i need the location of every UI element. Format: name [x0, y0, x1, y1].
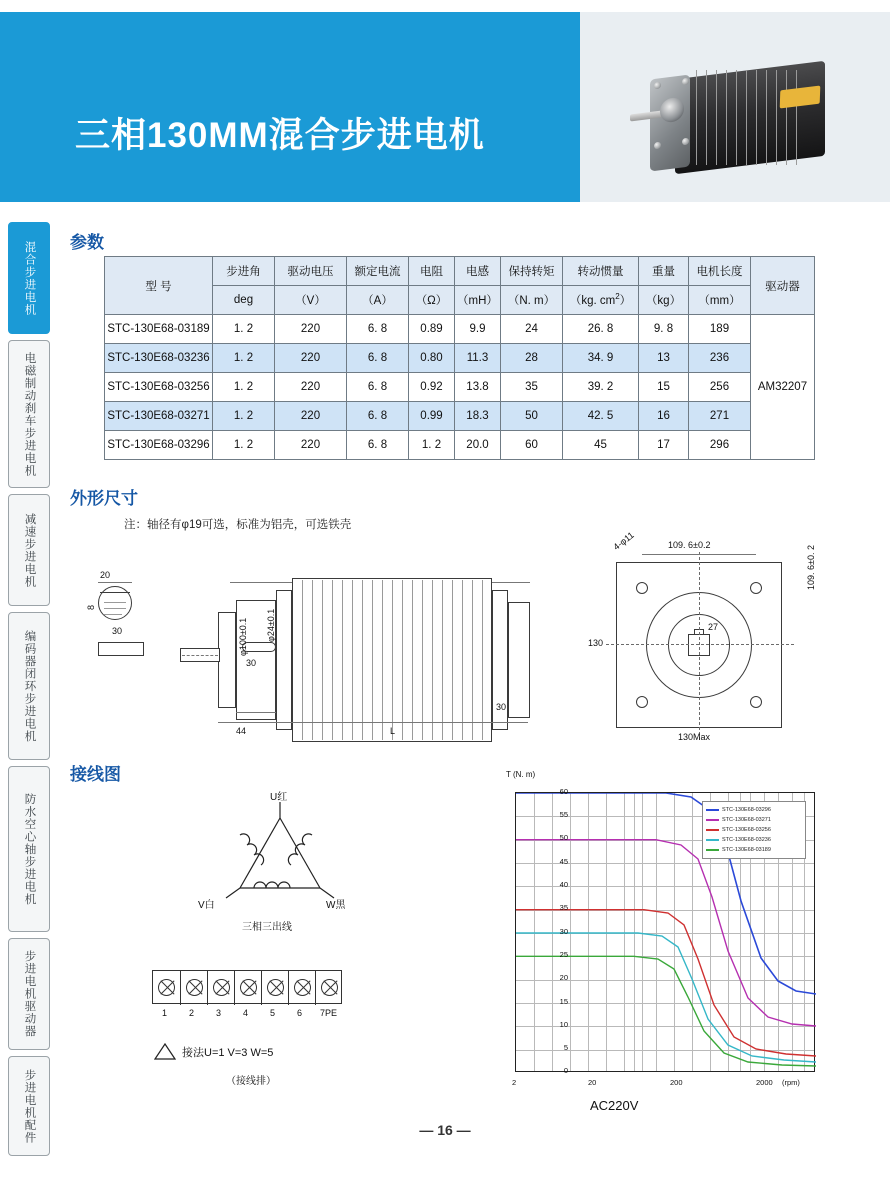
cell-angle: 1. 2: [213, 373, 275, 402]
th-weight: 重量: [639, 257, 689, 286]
terminal-number: 2: [189, 1008, 195, 1018]
label-pcd-v: 109. 6±0. 2: [806, 545, 816, 590]
cell-angle: 1. 2: [213, 344, 275, 373]
sidebar-item-label: 减速步进电机: [23, 512, 36, 588]
terminal-number: 7PE: [320, 1008, 338, 1018]
flange-step: [276, 590, 292, 730]
mounting-hole: [636, 696, 648, 708]
sidebar-item-hybrid-stepper[interactable]: [8, 222, 50, 334]
cell-current: 6. 8: [347, 344, 409, 373]
legend-item: [706, 835, 802, 844]
legend-item: [706, 825, 802, 834]
table-row: [105, 431, 815, 460]
shaft-hatch: [104, 608, 126, 609]
y-tick: 50: [559, 833, 568, 842]
table-row: [105, 373, 815, 402]
outline-note: 注：轴径有φ19可选，标准为铝壳，可选铁壳: [124, 519, 352, 531]
sidebar-item-stepper-driver[interactable]: [8, 938, 50, 1050]
legend-item: [706, 845, 802, 854]
terminal-cell[interactable]: [207, 971, 234, 1005]
th-resistance: 电阻: [409, 257, 455, 286]
x-tick: 200: [670, 1078, 683, 1087]
sidebar-item-label: 电磁制动刹车步进电机: [23, 351, 36, 477]
cell-current: 6. 8: [347, 315, 409, 344]
y-tick: 40: [559, 880, 568, 889]
chart-caption: AC220V: [590, 1098, 639, 1113]
label-w-phase: W黑: [326, 900, 346, 911]
terminal-block: [152, 970, 342, 1004]
cell-resistance: 0.80: [409, 344, 455, 373]
terminal-screw-icon: [186, 979, 203, 996]
cell-torque: 50: [501, 402, 563, 431]
body-fins: [294, 580, 490, 740]
wiring-diagram: [130, 780, 440, 1100]
th-holding-torque: 保持转矩: [501, 257, 563, 286]
legend-swatch: [706, 809, 719, 811]
cell-torque: 35: [501, 373, 563, 402]
y-tick: 15: [559, 997, 568, 1006]
sidebar-item-geared-stepper[interactable]: [8, 494, 50, 606]
cell-inertia: 26. 8: [563, 315, 639, 344]
cell-length: 296: [689, 431, 751, 460]
unit-length: （mm）: [689, 286, 751, 315]
front-view-centerline-h: [606, 644, 794, 645]
cell-inductance: 11.3: [455, 344, 501, 373]
y-tick: 30: [559, 927, 568, 936]
table-row: [105, 402, 815, 431]
torque-speed-chart: [460, 766, 870, 1121]
sidebar-item-label: 步进电机配件: [23, 1068, 36, 1144]
th-rated-current: 额定电流: [347, 257, 409, 286]
cell-voltage: 220: [275, 431, 347, 460]
y-tick: 10: [559, 1020, 568, 1029]
legend-swatch: [706, 819, 719, 821]
cell-length: 236: [689, 344, 751, 373]
cell-resistance: 1. 2: [409, 431, 455, 460]
sidebar-item-waterproof-hollow-shaft[interactable]: [8, 766, 50, 932]
label-square: 130: [588, 638, 604, 648]
terminal-screw-icon: [267, 979, 284, 996]
cell-resistance: 0.89: [409, 315, 455, 344]
legend-label: STC-130E68-03236: [722, 836, 771, 843]
cell-inductance: 9.9: [455, 315, 501, 344]
unit-inertia: （kg. $cm^2$）: [563, 286, 639, 315]
table-row: [105, 344, 815, 373]
legend-swatch: [706, 839, 719, 841]
unit-current: （A）: [347, 286, 409, 315]
x-tick: 20: [588, 1078, 597, 1087]
sidebar-item-accessories[interactable]: [8, 1056, 50, 1156]
x-tick: 2000: [756, 1078, 773, 1087]
cell-weight: 16: [639, 402, 689, 431]
mounting-hole: [750, 696, 762, 708]
unit-torque: （N. m）: [501, 286, 563, 315]
y-tick: 5: [563, 1043, 568, 1052]
sidebar-item-label: 步进电机驱动器: [23, 950, 36, 1038]
label-hole-note: 4-φ11: [611, 529, 636, 553]
label-key-length: 30: [112, 626, 123, 636]
label-square-max: 130Max: [678, 732, 711, 742]
th-inertia: 转动惯量: [563, 257, 639, 286]
cell-inductance: 13.8: [455, 373, 501, 402]
sidebar-item-closed-loop-stepper[interactable]: [8, 612, 50, 760]
cell-length: 256: [689, 373, 751, 402]
terminal-number: 3: [216, 1008, 222, 1018]
label-front-len: 30: [246, 658, 257, 668]
cell-angle: 1. 2: [213, 402, 275, 431]
cell-angle: 1. 2: [213, 315, 275, 344]
th-step-angle: 步进角: [213, 257, 275, 286]
cell-length: 271: [689, 402, 751, 431]
cell-inertia: 42. 5: [563, 402, 639, 431]
label-v-phase: V白: [198, 900, 215, 911]
table-header-row: [105, 257, 815, 286]
header-blue-band: [0, 12, 580, 202]
mounting-hole: [636, 582, 648, 594]
y-tick: 35: [559, 903, 568, 912]
cell-inductance: 18.3: [455, 402, 501, 431]
chart-y-axis-label: T (N. m): [506, 770, 536, 779]
label-total-len: L: [390, 726, 396, 736]
cell-length: 189: [689, 315, 751, 344]
legend-item: [706, 805, 802, 814]
cell-weight: 15: [639, 373, 689, 402]
mounting-hole: [750, 582, 762, 594]
dim-line-pcd: [642, 554, 756, 555]
cell-torque: 24: [501, 315, 563, 344]
legend-item: [706, 815, 802, 824]
th-model: 型 号: [105, 257, 213, 315]
label-keyway: 27: [708, 622, 719, 632]
cell-angle: 1. 2: [213, 431, 275, 460]
dim-line-base: [218, 722, 292, 723]
label-shaft-dia: φ24±0.1: [266, 608, 276, 642]
cell-voltage: 220: [275, 315, 347, 344]
delta-winding-svg: [170, 802, 390, 927]
dim-line-total: [292, 722, 528, 723]
x-tick: 2: [512, 1078, 517, 1087]
y-tick: 0: [563, 1066, 568, 1075]
label-shaft-flat-height: 8: [86, 604, 96, 610]
terminal-cell[interactable]: [315, 971, 342, 1005]
cell-inertia: 39. 2: [563, 373, 639, 402]
legend-label: STC-130E68-03296: [722, 806, 771, 813]
unit-step-angle: deg: [213, 286, 275, 315]
cell-current: 6. 8: [347, 373, 409, 402]
terminal-cell[interactable]: [234, 971, 261, 1005]
unit-weight: （kg）: [639, 286, 689, 315]
outline-drawings: [60, 530, 870, 745]
label-pilot-dia: φ100±0.1: [238, 617, 248, 656]
rear-end-cap: [218, 612, 236, 708]
table-row: [105, 315, 815, 344]
th-inductance: 电感: [455, 257, 501, 286]
unit-voltage: （V）: [275, 286, 347, 315]
cell-resistance: 0.99: [409, 402, 455, 431]
cell-model: STC-130E68-03271: [105, 402, 213, 431]
chart-legend: [702, 801, 806, 859]
y-tick: 45: [559, 857, 568, 866]
shaft-hatch: [104, 602, 126, 603]
terminal-number: 6: [297, 1008, 303, 1018]
cell-model: STC-130E68-03236: [105, 344, 213, 373]
legend-label: STC-130E68-03271: [722, 816, 771, 823]
terminal-number: 5: [270, 1008, 276, 1018]
warning-triangle-icon: [154, 1042, 176, 1060]
unit-inductance: （mH）: [455, 286, 501, 315]
label-base-len: 44: [236, 726, 247, 736]
terminal-cell[interactable]: [261, 971, 288, 1005]
sidebar-tabs[interactable]: [8, 222, 50, 1162]
th-motor-length: 电机长度: [689, 257, 751, 286]
label-three-phase: 三相三出线: [242, 922, 292, 933]
shaft-flat-line: [100, 592, 130, 593]
terminal-number: 4: [243, 1008, 249, 1018]
legend-label: STC-130E68-03256: [722, 826, 771, 833]
terminal-cell[interactable]: [153, 971, 180, 1005]
shaft-hatch: [104, 614, 122, 615]
th-driver: 驱动器: [751, 257, 815, 315]
front-view-centerline-v: [699, 552, 700, 740]
terminal-screw-icon: [240, 979, 257, 996]
page-header: [0, 12, 890, 202]
page-title: 三相130MM混合步进电机: [75, 116, 485, 155]
cell-weight: 17: [639, 431, 689, 460]
sidebar-item-label: 防水空心轴步进电机: [23, 792, 36, 906]
dim-line-front: [236, 712, 276, 713]
label-shaft-flat-width: 20: [100, 570, 111, 580]
legend-swatch: [706, 849, 719, 851]
section-title-outline: 外形尺寸: [70, 489, 138, 508]
y-tick: 60: [559, 787, 568, 796]
cell-torque: 60: [501, 431, 563, 460]
sidebar-item-label: 混合步进电机: [23, 240, 36, 316]
dim-line-flat: [98, 582, 132, 583]
y-tick: 25: [559, 950, 568, 959]
cell-torque: 28: [501, 344, 563, 373]
sidebar-item-label: 编码器闭环步进电机: [23, 629, 36, 743]
cell-current: 6. 8: [347, 402, 409, 431]
cell-driver: AM32207: [751, 315, 815, 460]
shaft-centerline: [182, 655, 218, 656]
label-rear-len: 30: [496, 702, 507, 712]
parameter-table: [104, 256, 815, 460]
cell-resistance: 0.92: [409, 373, 455, 402]
terminal-screw-icon: [213, 979, 230, 996]
cell-inertia: 34. 9: [563, 344, 639, 373]
legend-label: STC-130E68-03189: [722, 846, 771, 853]
y-tick: 20: [559, 973, 568, 982]
rear-cover: [508, 602, 530, 718]
cell-model: STC-130E68-03189: [105, 315, 213, 344]
label-u-phase: U红: [270, 792, 288, 803]
motor-photo: [620, 60, 870, 180]
cell-model: STC-130E68-03296: [105, 431, 213, 460]
connect-sub-note: （接线排）: [226, 1076, 276, 1087]
label-pcd-h: 109. 6±0.2: [668, 540, 711, 550]
cell-model: STC-130E68-03256: [105, 373, 213, 402]
connect-note: 接法U=1 V=3 W=5: [182, 1047, 274, 1059]
y-tick: 55: [559, 810, 568, 819]
motor-fins: [690, 70, 810, 165]
terminal-screw-icon: [294, 979, 311, 996]
cell-weight: 13: [639, 344, 689, 373]
section-title-parameters: 参数: [70, 233, 104, 252]
terminal-screw-icon: [158, 979, 175, 996]
terminal-cell[interactable]: [180, 971, 207, 1005]
inertia-superscript: 2: [615, 292, 620, 302]
unit-resistance: （Ω）: [409, 286, 455, 315]
x-axis-unit: (rpm): [782, 1078, 800, 1087]
cell-current: 6. 8: [347, 431, 409, 460]
cell-voltage: 220: [275, 373, 347, 402]
th-drive-voltage: 驱动电压: [275, 257, 347, 286]
cell-inertia: 45: [563, 431, 639, 460]
key-rect: [98, 642, 144, 656]
section-title-wiring: 接线图: [70, 765, 121, 784]
cell-voltage: 220: [275, 344, 347, 373]
cell-weight: 9. 8: [639, 315, 689, 344]
terminal-screw-icon: [321, 979, 338, 996]
legend-swatch: [706, 829, 719, 831]
page-number: — 16 —: [419, 1122, 471, 1138]
terminal-number: 1: [162, 1008, 168, 1018]
sidebar-item-brake-stepper[interactable]: [8, 340, 50, 488]
terminal-cell[interactable]: [288, 971, 315, 1005]
cell-voltage: 220: [275, 402, 347, 431]
cell-inductance: 20.0: [455, 431, 501, 460]
